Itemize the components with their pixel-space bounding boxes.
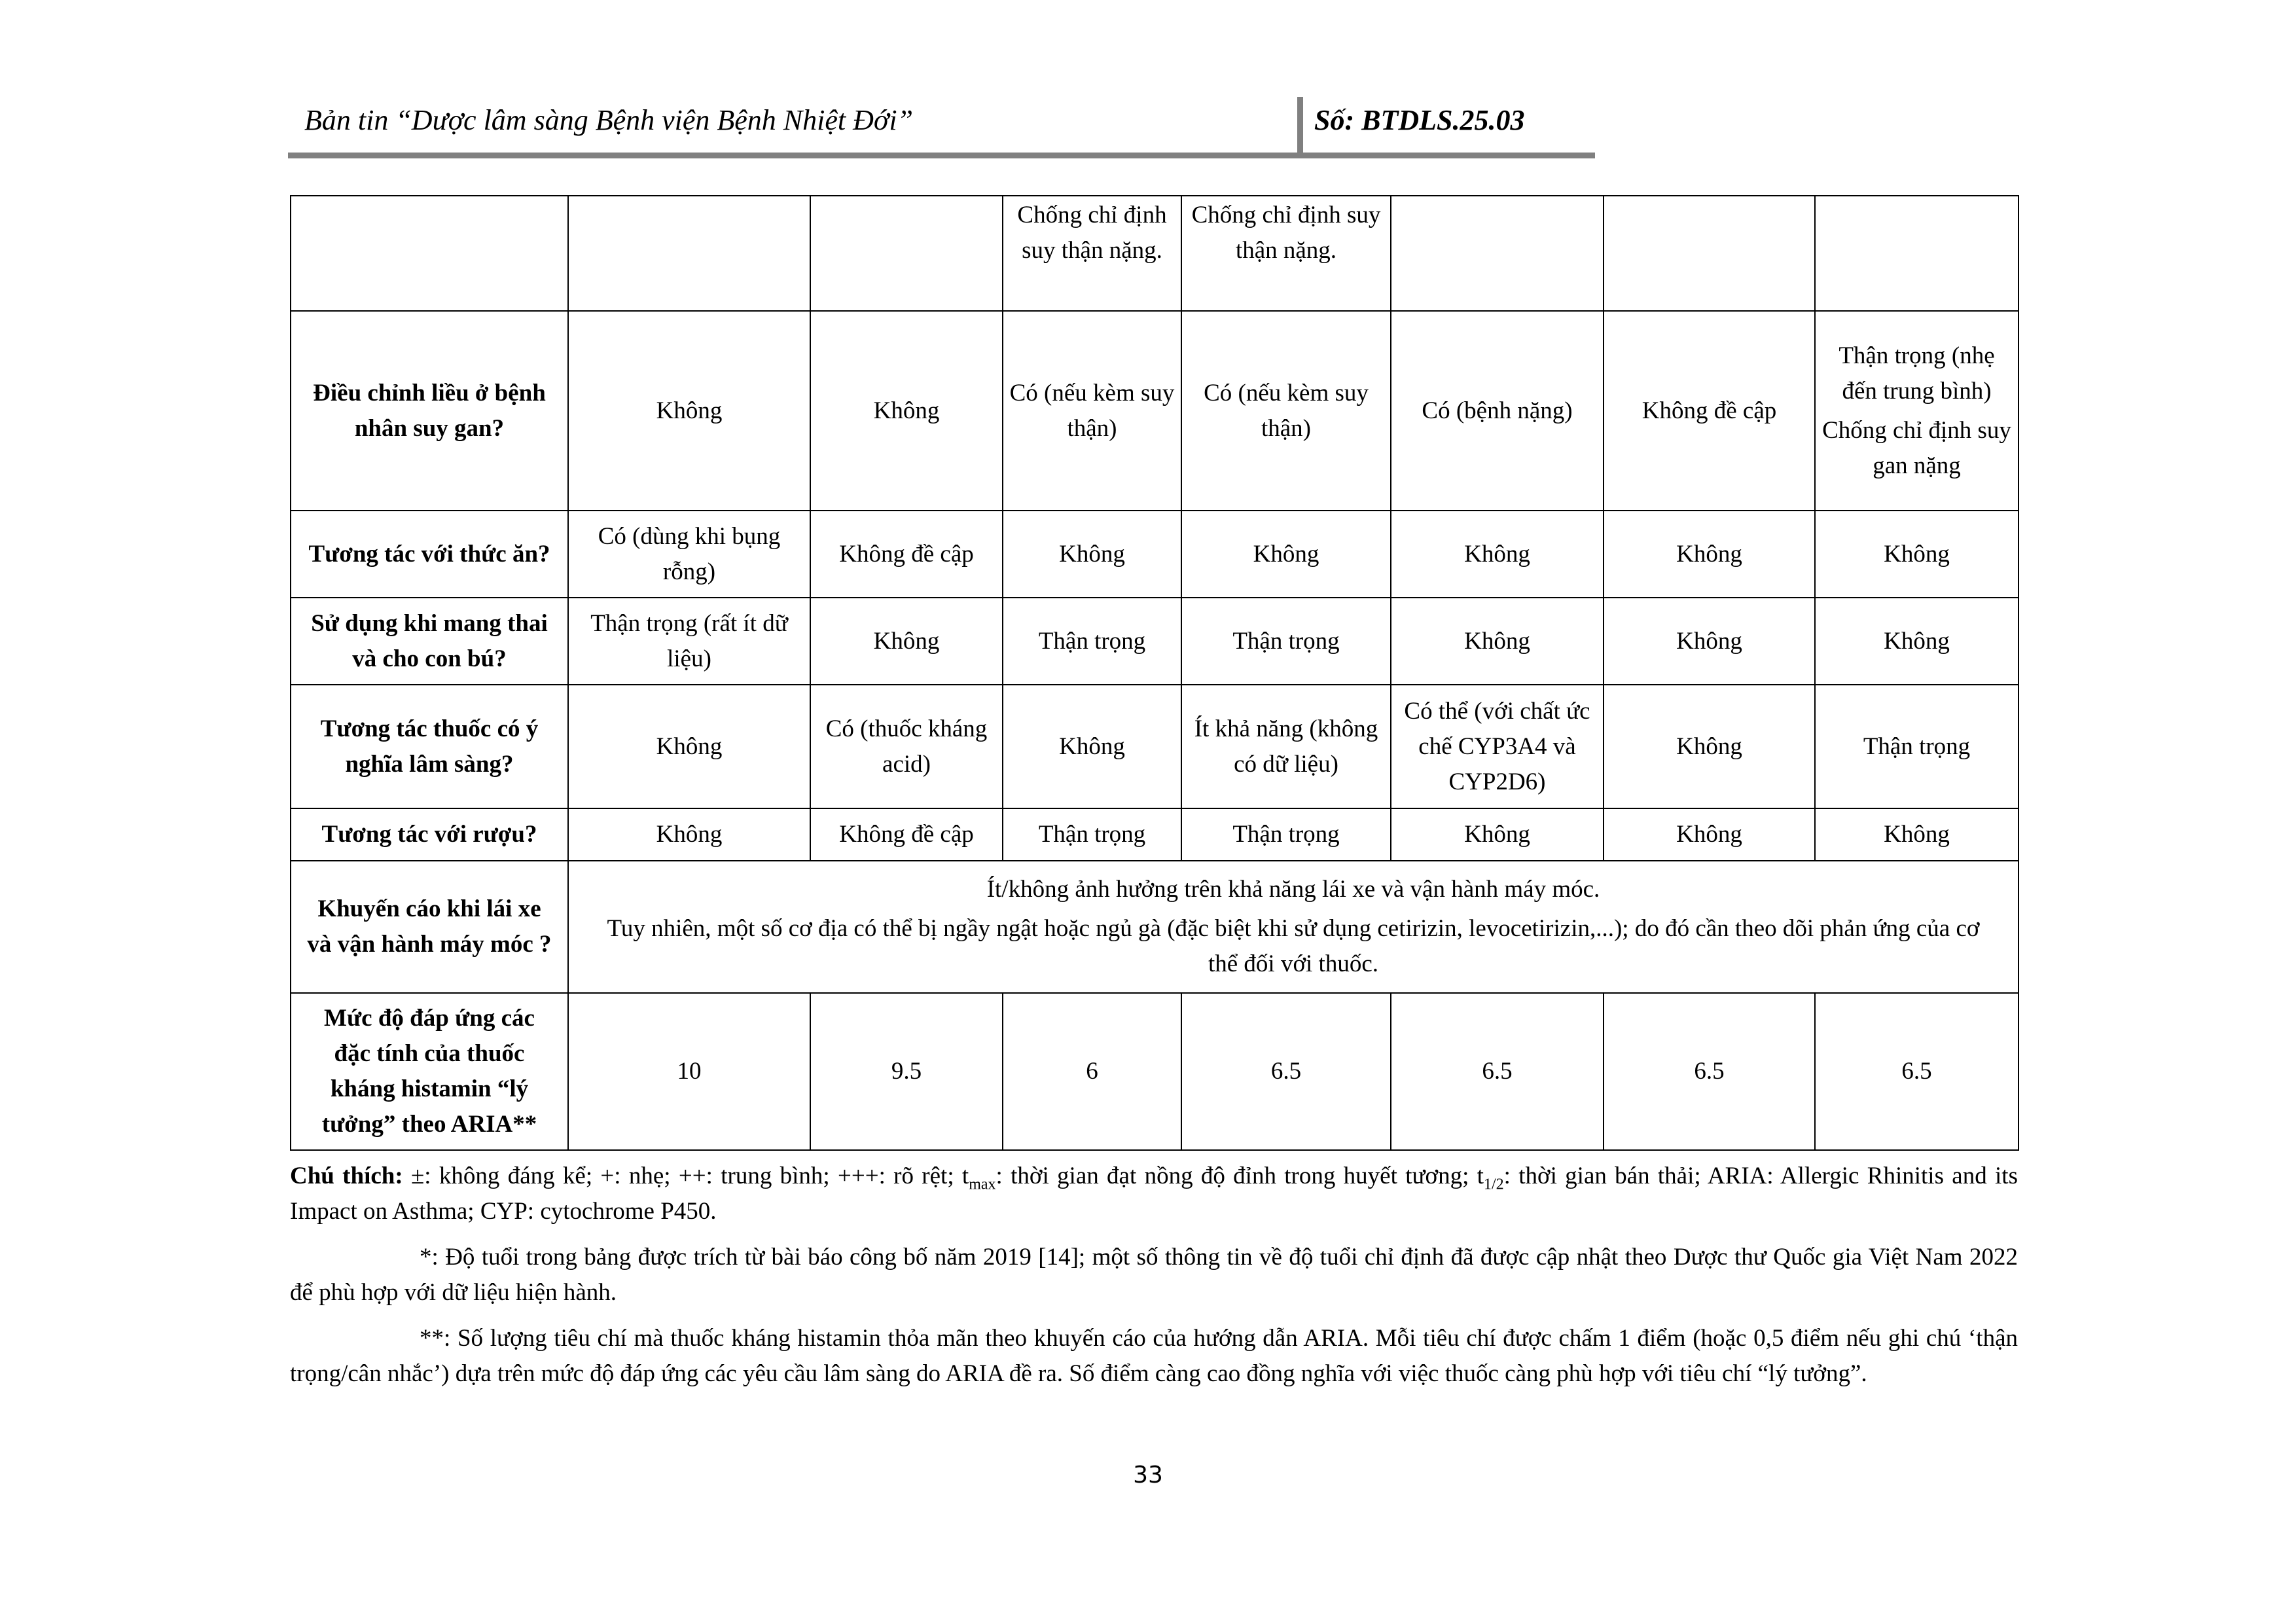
table-cell: Thận trọng — [1181, 808, 1391, 861]
row-label: Mức độ đáp ứng các đặc tính của thuốc kháng histamin “lý tưởng” theo ARIA** — [291, 993, 568, 1150]
page-number: 33 — [1133, 1462, 1163, 1489]
table-cell: Không đề cập — [810, 808, 1003, 861]
age-footnote: *: Độ tuổi trong bảng được trích từ bài báo công bố năm 2019 [14]; một số thông tin về độ tuổi chỉ định đã được cập nhật theo Dược thư Quốc gia Việt Nam 2022 để phù hợp với dữ liệu hiện hành. — [290, 1244, 2018, 1306]
table-row-aria-score — [291, 993, 2018, 1150]
row-label: Tương tác với thức ăn? — [291, 511, 568, 598]
table-cell: 6.5 — [1815, 993, 2018, 1150]
row-label: Điều chỉnh liều ở bệnh nhân suy gan? — [291, 311, 568, 511]
table-cell: Thận trọng — [1003, 598, 1181, 685]
table-cell — [810, 196, 1003, 311]
table-row-pregnancy — [291, 598, 2018, 685]
table-cell: Có (nếu kèm suy thận) — [1181, 311, 1391, 511]
table-cell: Thận trọng — [1003, 808, 1181, 861]
cell-line: Ít/không ảnh hưởng trên khả năng lái xe và vận hành máy móc. — [986, 876, 1600, 903]
table-cell — [291, 196, 568, 311]
legend-note — [290, 1159, 2018, 1229]
table-cell: Không — [810, 311, 1003, 511]
table-cell: Không — [1604, 685, 1815, 808]
table-cell: Có (thuốc kháng acid) — [810, 685, 1003, 808]
cell-line: Thận trọng (nhẹ đến trung bình) — [1839, 342, 1995, 405]
table-cell: 6.5 — [1391, 993, 1604, 1150]
table-cell: Có (dùng khi bụng rỗng) — [568, 511, 810, 598]
table-cell: Không — [1391, 598, 1604, 685]
table-row-driving — [291, 861, 2018, 993]
table-cell: Không — [1604, 598, 1815, 685]
table-cell: Không — [810, 598, 1003, 685]
row-label: Tương tác thuốc có ý nghĩa lâm sàng? — [291, 685, 568, 808]
table-cell: Có (nếu kèm suy thận) — [1003, 311, 1181, 511]
table-cell: Không đề cập — [1604, 311, 1815, 511]
table-cell — [1391, 196, 1604, 311]
table-cell-merged — [568, 861, 2018, 993]
table-cell: Không — [1604, 511, 1815, 598]
table-cell: Thận trọng — [1181, 598, 1391, 685]
table-cell: 9.5 — [810, 993, 1003, 1150]
table-cell: Có thể (với chất ức chế CYP3A4 và CYP2D6) — [1391, 685, 1604, 808]
table-cell: Chống chỉ định suy thận nặng. — [1003, 196, 1181, 311]
legend-text: : thời gian đạt nồng độ đỉnh trong huyết tương; t — [996, 1163, 1484, 1189]
table-cell: Không — [1815, 808, 2018, 861]
table-cell: 6.5 — [1181, 993, 1391, 1150]
legend-subscript: 1/2 — [1483, 1176, 1504, 1193]
table-cell: Chống chỉ định suy thận nặng. — [1181, 196, 1391, 311]
table-cell: Thận trọng (rất ít dữ liệu) — [568, 598, 810, 685]
table-cell: Không — [568, 685, 810, 808]
header-rule — [288, 153, 1595, 158]
header-divider — [1297, 97, 1303, 154]
table-cell: Không — [1003, 511, 1181, 598]
table-row-renal-continued — [291, 196, 2018, 311]
legend-text: : thời gian bán thải; ARIA: Allergic Rhinitis and its Impact on Asthma; CYP: cytochrome P450. — [290, 1163, 2018, 1225]
row-label: Khuyến cáo khi lái xe và vận hành máy móc ? — [291, 861, 568, 993]
legend-text: ±: không đáng kể; +: nhẹ; ++: trung bình; +++: rõ rệt; t — [403, 1163, 969, 1189]
table-row-alcohol — [291, 808, 2018, 861]
antihistamine-comparison-table — [290, 195, 2019, 1151]
row-label: Tương tác với rượu? — [291, 808, 568, 861]
table-row-hepatic-dose — [291, 311, 2018, 511]
cell-line: Chống chỉ định suy gan nặng — [1822, 416, 2011, 479]
table-cell: 6.5 — [1604, 993, 1815, 1150]
cell-line: Tuy nhiên, một số cơ địa có thể bị ngầy ngật hoặc ngủ gà (đặc biệt khi sử dụng cetirizin, levocetirizin,...); do đó cần theo dõi phản ứng của cơ thể đối với thuốc. — [607, 915, 1980, 977]
table-cell: 10 — [568, 993, 810, 1150]
table-cell — [1815, 311, 2018, 511]
table-cell: Thận trọng — [1815, 685, 2018, 808]
table-cell: Ít khả năng (không có dữ liệu) — [1181, 685, 1391, 808]
table-cell: Không đề cập — [810, 511, 1003, 598]
table-cell: Không — [568, 311, 810, 511]
table-cell: Không — [1815, 511, 2018, 598]
table-cell — [1604, 196, 1815, 311]
table-cell: 6 — [1003, 993, 1181, 1150]
table-cell: Không — [1181, 511, 1391, 598]
legend-subscript: max — [969, 1176, 996, 1193]
table-row-food-interaction — [291, 511, 2018, 598]
issue-number: Số: BTDLS.25.03 — [1314, 104, 1525, 136]
aria-footnote: **: Số lượng tiêu chí mà thuốc kháng histamin thỏa mãn theo khuyến cáo của hướng dẫn ARIA. Mỗi tiêu chí được chấm 1 điểm (hoặc 0,5 điểm nếu ghi chú ‘thận trọng/cân nhắc’) dựa trên mức độ đáp ứng các yêu cầu lâm sàng do ARIA đề ra. Số điểm càng cao đồng nghĩa với việc thuốc càng phù hợp với tiêu chí “lý tưởng”. — [290, 1325, 2018, 1387]
row-label: Sử dụng khi mang thai và cho con bú? — [291, 598, 568, 685]
table-cell: Không — [1003, 685, 1181, 808]
table-footnotes — [290, 1159, 2018, 1402]
table-cell — [1815, 196, 2018, 311]
legend-title: Chú thích: — [290, 1163, 403, 1189]
table-cell — [568, 196, 810, 311]
table-row-drug-interaction — [291, 685, 2018, 808]
table-cell: Không — [1604, 808, 1815, 861]
table-cell: Không — [1391, 511, 1604, 598]
table-cell: Không — [1815, 598, 2018, 685]
table-cell: Không — [1391, 808, 1604, 861]
table-cell: Không — [568, 808, 810, 861]
bulletin-title: Bản tin “Dược lâm sàng Bệnh viện Bệnh Nhiệt Đới” — [304, 104, 914, 136]
table-cell: Có (bệnh nặng) — [1391, 311, 1604, 511]
